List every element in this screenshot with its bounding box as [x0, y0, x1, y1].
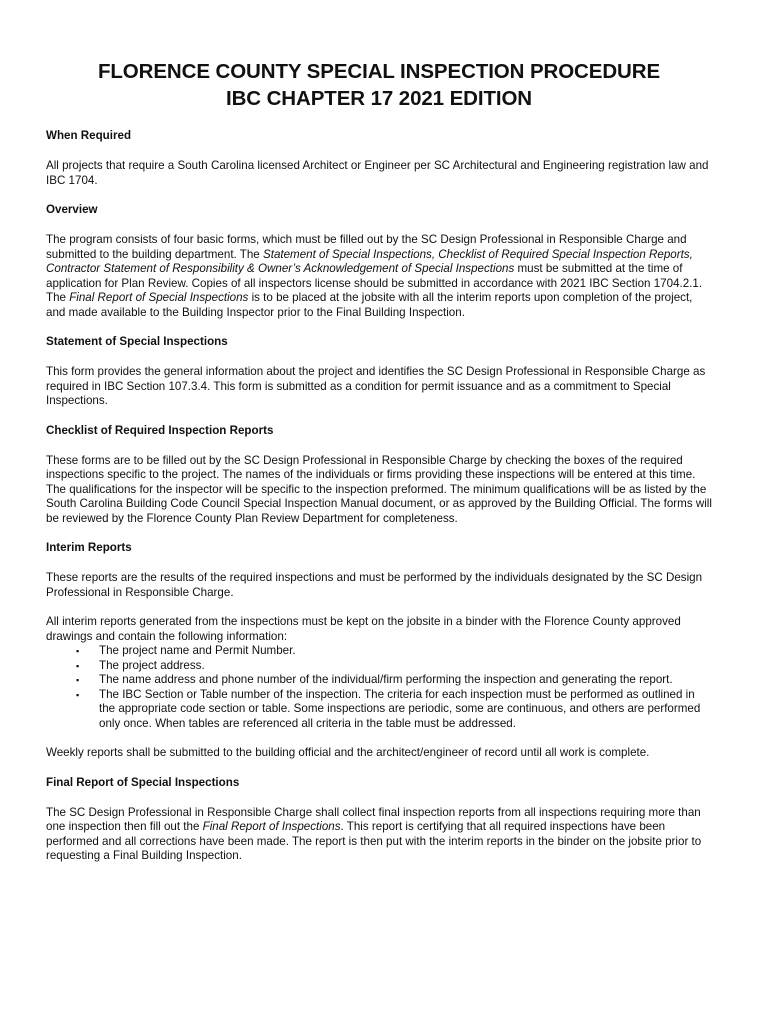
list-item — [46, 688, 712, 732]
list-item-text: The IBC Section or Table number of the inspection. The criteria for each inspection must be performed as outlined in the appropriate code section or table. Some inspections are periodic, some are continuous, and others are performed only once. When tables are referenced all criteria in the table must be addressed. — [99, 687, 701, 730]
overview-text-1: The program consists of four basic forms, which must be filled out by the SC Design Professional in Responsible Charge and submitted to the building department. The — [46, 233, 687, 261]
list-item-text: The project name and Permit Number. — [99, 644, 296, 657]
list-item — [46, 659, 712, 674]
section-heading-interim: Interim Reports — [46, 541, 132, 554]
list-item-text: The name address and phone number of the individual/firm performing the inspection and generating the report. — [99, 673, 673, 686]
overview-text-2: must be submitted at the time of application for Plan Review. Copies of all inspectors license should be submitted in accordance with 2021 IBC Section 1704.2.1. The — [46, 262, 703, 304]
final-report-form-name: Final Report of Inspections — [202, 820, 341, 833]
section-heading-checklist: Checklist of Required Inspection Reports — [46, 423, 274, 437]
overview-forms-list: Statement of Special Inspections, Checklist of Required Special Inspection Reports, Contractor Statement of Responsibility & Owner’s Acknowledgement of Special Inspections — [46, 247, 693, 275]
final-text-1: The SC Design Professional in Responsible Charge shall collect final inspection reports from all inspections requiring more than one inspection then fill out the — [46, 805, 701, 833]
section-heading-when-required: When Required — [46, 129, 132, 142]
document-title — [46, 58, 712, 112]
interim-paragraph-1: These reports are the results of the required inspections and must be performed by the individuals designated by the SC Design Professional in Responsible Charge. — [46, 571, 703, 599]
document-page — [46, 58, 712, 879]
square-bullet-icon: ▪ — [76, 660, 80, 671]
list-item — [46, 673, 712, 688]
when-required-paragraph: All projects that require a South Carolina licensed Architect or Engineer per SC Architectural and Engineering registration law and IBC 1704. — [46, 159, 709, 187]
overview-text-3: is to be placed at the jobsite with all the interim reports upon completion of the project, and made available to the Building Inspector prior to the Final Building Inspection. — [46, 291, 693, 319]
interim-bullet-list — [46, 644, 712, 731]
statement-paragraph: This form provides the general information about the project and identifies the SC Design Professional in Responsible Charge as required in IBC Section 107.3.4. This form is submitted as a condition for permit issuance and as a commitment to Special Inspections. — [46, 365, 706, 407]
square-bullet-icon: ▪ — [76, 675, 80, 685]
title-line-1: FLORENCE COUNTY SPECIAL INSPECTION PROCEDURE — [97, 60, 661, 83]
overview-paragraph — [46, 233, 712, 320]
final-report-paragraph — [46, 806, 712, 864]
overview-final-report-name: Final Report of Special Inspections — [69, 291, 249, 304]
final-text-2: . This report is certifying that all required inspections have been performed and all corrections have been made. The report is then put with the interim reports in the binder on the jobsite prior to requesting a Final Building Inspection. — [46, 820, 702, 862]
list-item-text: The project address. — [99, 658, 205, 672]
title-line-2: IBC CHAPTER 17 2021 EDITION — [225, 87, 533, 110]
section-heading-final-report: Final Report of Special Inspections — [46, 775, 240, 789]
checklist-paragraph: These forms are to be filled out by the SC Design Professional in Responsible Charge by checking the boxes of the required inspections specific to the project. The names of the individuals or firms providing these inspections will be entered at this time. The qualifications for the inspector will be specific to the inspection preformed. The minimum qualifications will be as listed by the South Carolina Building Code Council Special Inspection Manual document, or as approved by the Building Official. The forms will be reviewed by the Florence County Plan Review Department for completeness. — [46, 453, 712, 525]
interim-paragraph-2: All interim reports generated from the inspections must be kept on the jobsite in a binder with the Florence County approved drawings and contain the following information: — [46, 615, 681, 643]
square-bullet-icon: ▪ — [76, 646, 80, 656]
list-item — [46, 644, 712, 659]
square-bullet-icon: ▪ — [76, 689, 80, 700]
section-heading-overview: Overview — [46, 203, 98, 216]
section-heading-statement: Statement of Special Inspections — [46, 335, 228, 348]
interim-paragraph-3: Weekly reports shall be submitted to the building official and the architect/engineer of record until all work is complete. — [46, 746, 650, 759]
